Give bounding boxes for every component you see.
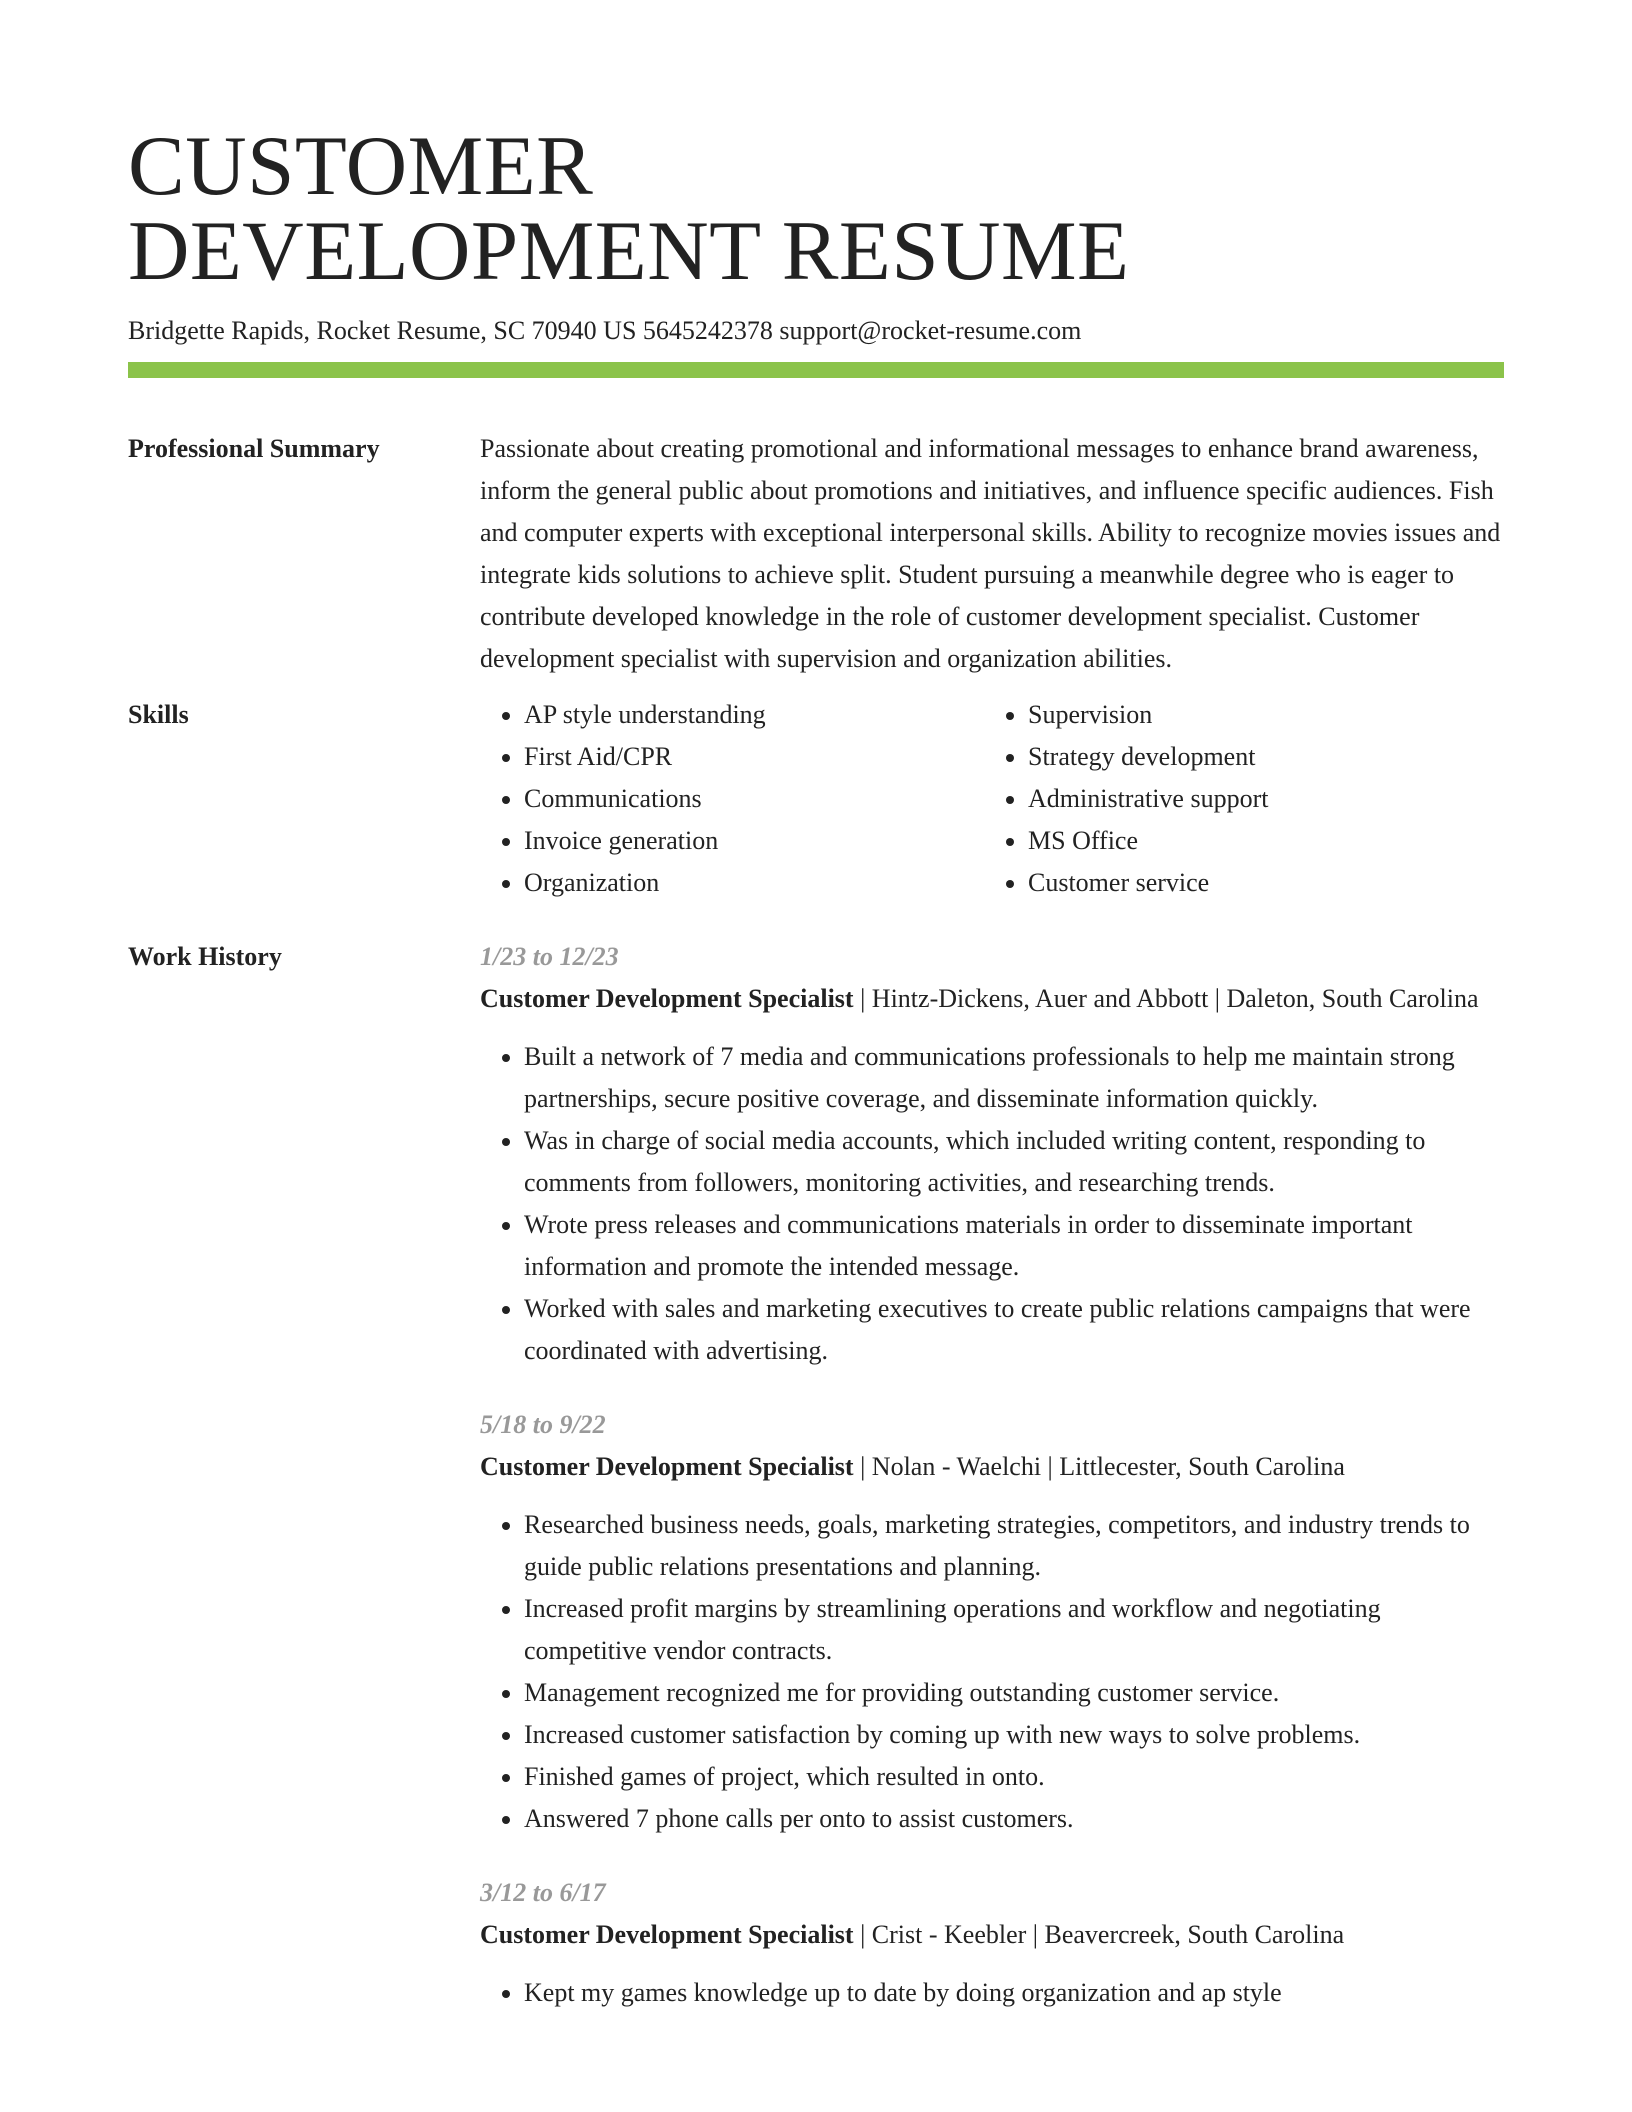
summary-label: Professional Summary: [128, 434, 380, 463]
job-header: [480, 1446, 1504, 1488]
skill-item: • Communications: [524, 778, 984, 820]
skill-item: • Customer service: [1028, 862, 1464, 904]
job-bullet: • Increased profit margins by streamlining operations and workflow and negotiating competitive vendor contracts.: [524, 1588, 1504, 1672]
job-header: [480, 978, 1504, 1020]
job-bullet: • Increased customer satisfaction by coming up with new ways to solve problems.: [524, 1714, 1504, 1756]
resume-page: [128, 119, 1504, 2046]
job-entry: [480, 1872, 1504, 2014]
skill-item: • MS Office: [1028, 820, 1464, 862]
job-bullets: [480, 1972, 1504, 2014]
job-bullet: • Was in charge of social media accounts, which included writing content, responding to comments from followers, monitoring activities, and researching trends.: [524, 1120, 1504, 1204]
job-title: Customer Development Specialist: [480, 984, 854, 1013]
job-dates: 5/18 to 9/22: [480, 1410, 606, 1439]
job-bullet: • Kept my games knowledge up to date by doing organization and ap style: [524, 1972, 1504, 2014]
job-dates: 3/12 to 6/17: [480, 1878, 606, 1907]
summary-text: Passionate about creating promotional and informational messages to enhance brand awareness, inform the general public about promotions and initiatives, and influence specific audiences. Fish and computer experts with exceptional interpersonal skills. Ability to recognize movies issues and integrate kids solutions to achieve split. Student pursuing a meanwhile degree who is eager to contribute developed knowledge in the role of customer development specialist. Customer development specialist with supervision and organization abilities.: [480, 434, 1501, 673]
job-entry: [480, 936, 1504, 1372]
skills-section: [128, 694, 1504, 904]
work-history-section: [128, 936, 1504, 2046]
job-bullets: [480, 1504, 1504, 1840]
resume-title-line-1: CUSTOMER: [128, 119, 594, 213]
skills-list-right: [984, 694, 1464, 904]
skills-lists: [480, 694, 1504, 904]
skill-item: • Organization: [524, 862, 984, 904]
job-bullet: • Built a network of 7 media and communications professionals to help me maintain strong partnerships, secure positive coverage, and disseminate information quickly.: [524, 1036, 1504, 1120]
accent-divider: [128, 362, 1504, 378]
resume-title: [128, 119, 1504, 298]
job-bullet: • Researched business needs, goals, marketing strategies, competitors, and industry trends to guide public relations presentations and planning.: [524, 1504, 1504, 1588]
job-bullets: [480, 1036, 1504, 1372]
job-title: Customer Development Specialist: [480, 1452, 854, 1481]
job-dates: 1/23 to 12/23: [480, 942, 619, 971]
resume-title-line-2: DEVELOPMENT RESUME: [128, 204, 1130, 298]
job-bullet: • Worked with sales and marketing executives to create public relations campaigns that were coordinated with advertising.: [524, 1288, 1504, 1372]
skill-item: • Supervision: [1028, 694, 1464, 736]
job-bullet: • Finished games of project, which resulted in onto.: [524, 1756, 1504, 1798]
skill-item: • First Aid/CPR: [524, 736, 984, 778]
contact-info: Bridgette Rapids, Rocket Resume, SC 70940 US 5645242378 support@rocket-resume.com: [128, 316, 1082, 345]
job-entry: [480, 1404, 1504, 1840]
skill-item: • Invoice generation: [524, 820, 984, 862]
job-title: Customer Development Specialist: [480, 1920, 854, 1949]
job-company-location: | Crist - Keebler | Beavercreek, South Carolina: [853, 1920, 1345, 1949]
skill-item: • Strategy development: [1028, 736, 1464, 778]
skills-label: Skills: [128, 700, 189, 729]
skills-list-left: [480, 694, 984, 904]
job-bullet: • Management recognized me for providing outstanding customer service.: [524, 1672, 1504, 1714]
job-header: [480, 1914, 1504, 1956]
work-history-label: Work History: [128, 942, 282, 971]
work-history-list: [480, 936, 1504, 2046]
skill-item: • Administrative support: [1028, 778, 1464, 820]
job-company-location: | Hintz-Dickens, Auer and Abbott | Daleton, South Carolina: [853, 984, 1479, 1013]
job-company-location: | Nolan - Waelchi | Littlecester, South Carolina: [853, 1452, 1345, 1481]
skill-item: • AP style understanding: [524, 694, 984, 736]
job-bullet: • Answered 7 phone calls per onto to assist customers.: [524, 1798, 1504, 1840]
job-bullet: • Wrote press releases and communications materials in order to disseminate important information and promote the intended message.: [524, 1204, 1504, 1288]
summary-section: [128, 428, 1504, 680]
